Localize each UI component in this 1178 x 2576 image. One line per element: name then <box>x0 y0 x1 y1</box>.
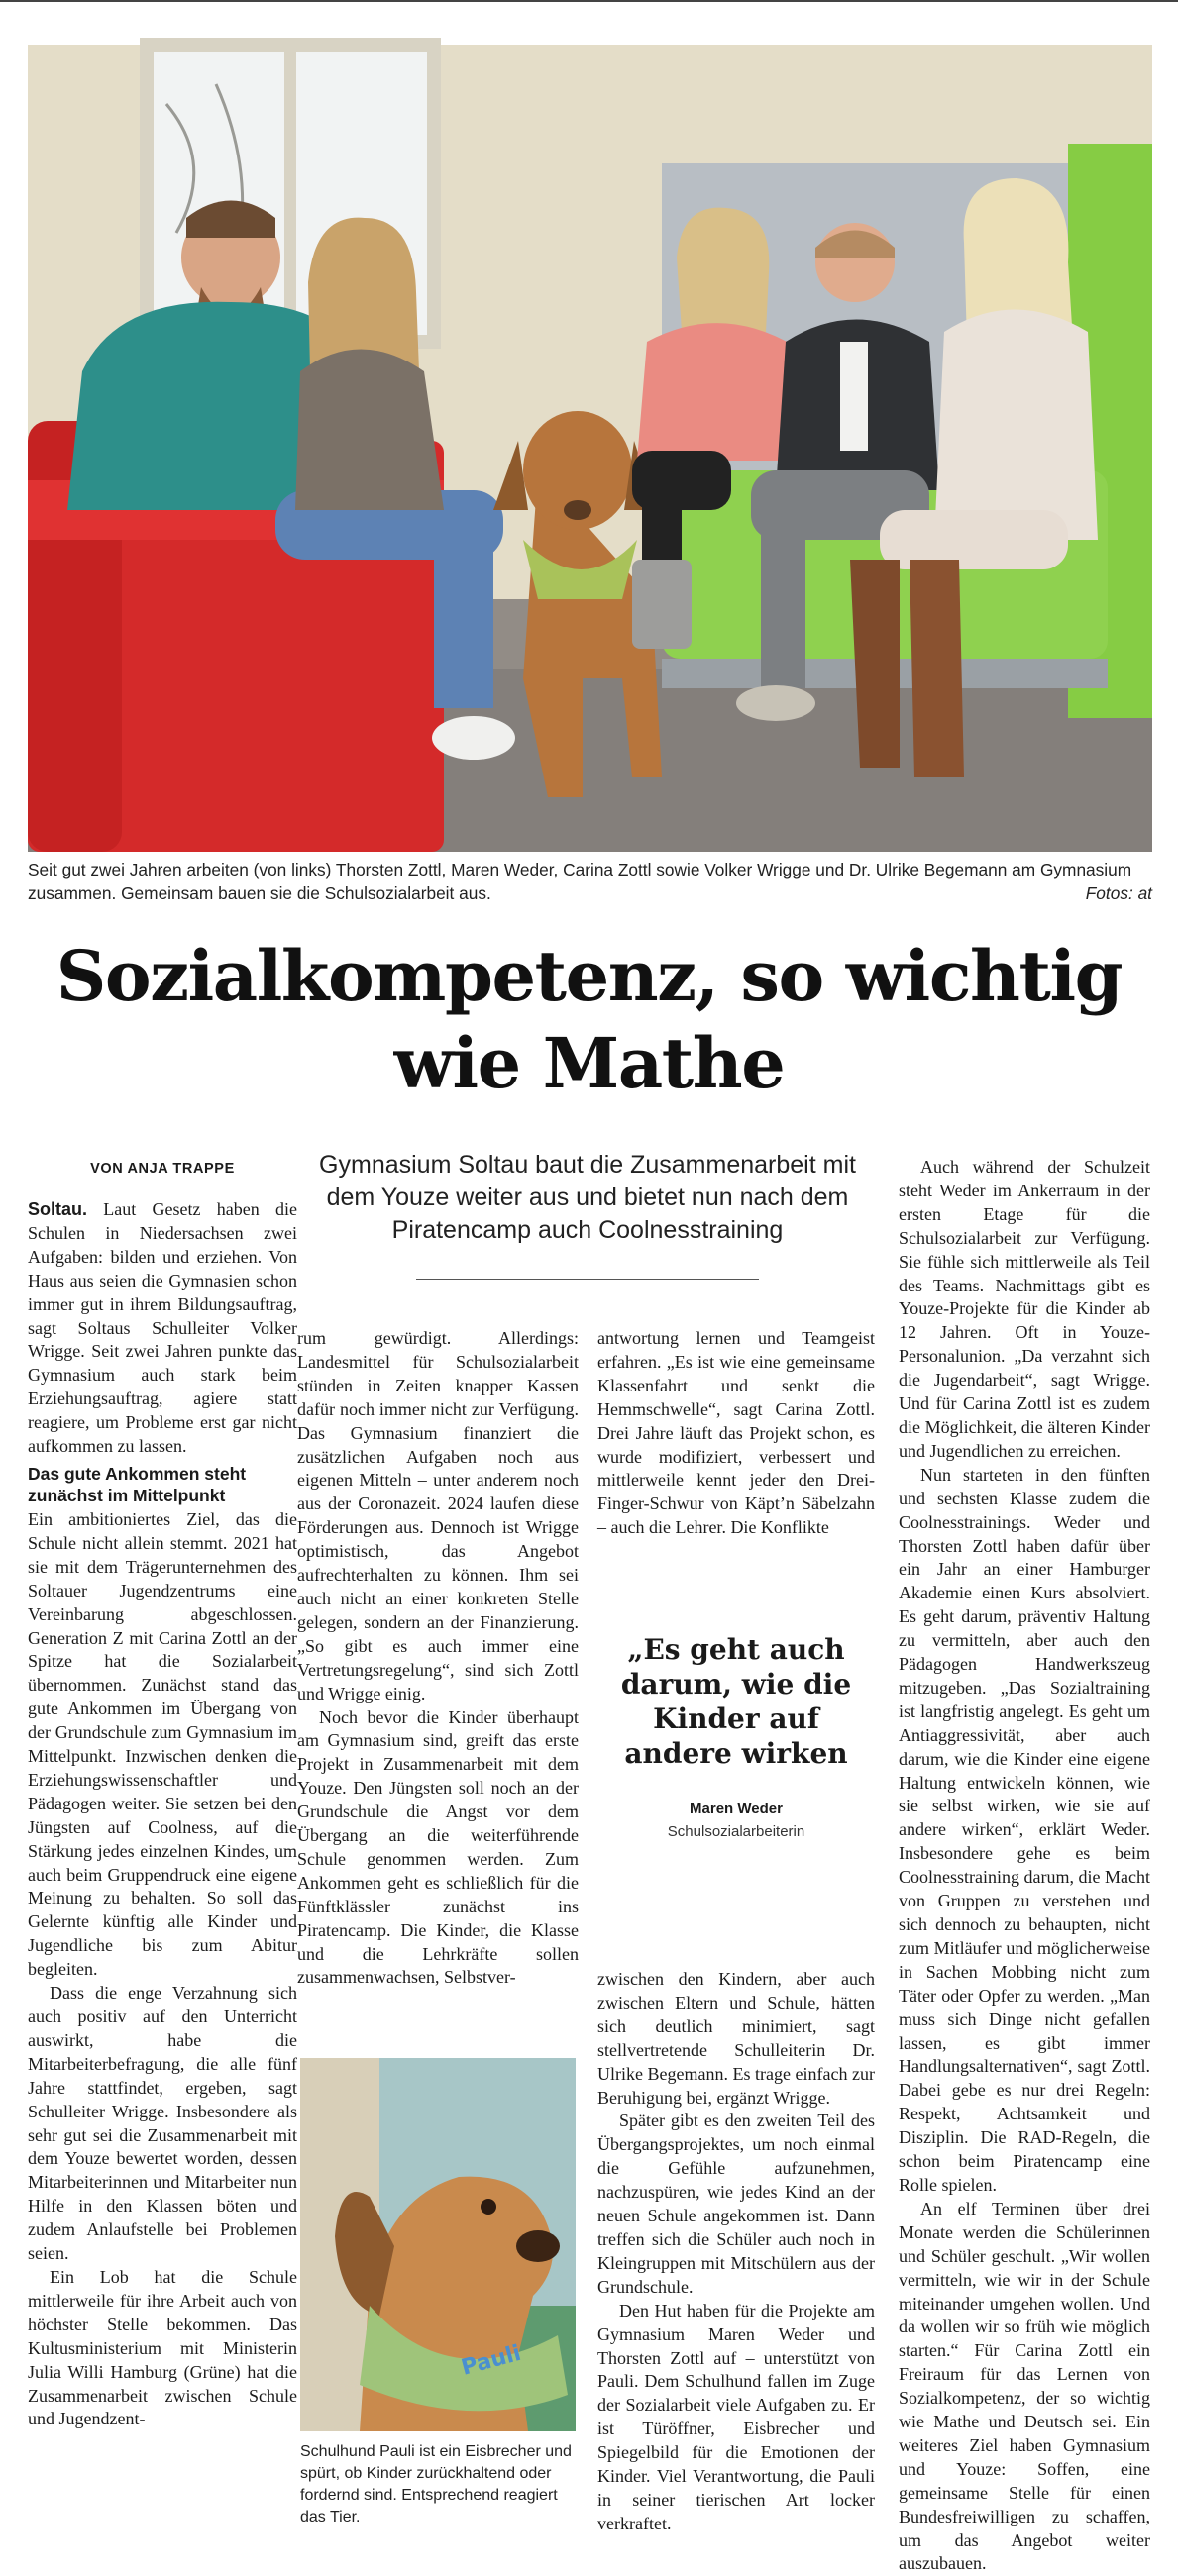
column-3 <box>597 1327 875 1540</box>
photo-credit: Fotos: at <box>1085 883 1152 903</box>
paragraph: Noch bevor die Kinder überhaupt am Gymnasium sind, greift das erste Projekt in Zusammenarbeit mit dem Youze. Den Jüngsten soll noch an der Grundschule die Angst vor dem Übergang an die weiterführende Schule genommen werden. Zum Ankommen geht es schließlich für die Fünftklässler zunächst ins Piratencamp. Die Kinder, die Klasse und die Lehrkräfte sollen zusammenwachsen, Selbstver- <box>297 1706 579 1988</box>
subhead-rule <box>416 1279 759 1280</box>
paragraph: Ein ambitioniertes Ziel, das die Schule nicht allein stemmt. 2021 hat sie mit dem Trägerunternehmen des Soltauer Jugendzentrums eine Vereinbarung abgeschlossen. Generation Z mit Carina Zottl an der Spitze hat die Sozialarbeit übernommen. Zunächst stand das gute Ankommen im Übergang von der Grundschule zum Gymnasium im Mittelpunkt. Inzwischen denken die Erziehungswissenschaftler und Pädagogen weiter. Sie setzen bei den Jüngsten auf Coolness, auf die Stärkung jedes einzelnen Kindes, um auch beim Gruppendruck eine eigene Meinung zu behalten. So soll das Gelernte künftig alle Kinder und Jugendliche bis zum Abitur begleiten. <box>28 1508 297 1980</box>
column-4 <box>899 1156 1150 2576</box>
pull-quote-author: Maren Weder <box>690 1801 783 1817</box>
group-photo-illustration <box>28 45 1152 852</box>
article-subhead: Gymnasium Soltau baut die Zusammenarbeit mit dem Youze weiter aus und bietet nun nach dem Piratencamp auch Coolnesstraining <box>319 1151 856 1244</box>
group-photo <box>28 45 1152 852</box>
pull-quote-role: Schulsozialarbeiterin <box>667 1823 805 1840</box>
column-1 <box>28 1198 297 2431</box>
intertitle: Das gute Ankommen steht zunächst im Mittelpunkt <box>28 1463 247 1505</box>
paragraph: Später gibt es den zweiten Teil des Übergangsprojektes, um noch einmal die Gefühle aufzunehmen, nachzuspüren, wie jedes Kind an der neuen Schule angekommen ist. Dann treffen sich die Schüler auch noch in Kleingruppen mit Mitschülern aus der Grundschule. <box>597 2111 875 2297</box>
pull-quote <box>597 1632 875 1840</box>
paragraph: zwischen den Kindern, aber auch zwischen Eltern und Schule, hätten sich deutlich minimiert, sagt stellvertretende Schulleiterin Dr. Ulrike Begemann. Es trage einfach zur Beruhigung bei, ergänzt Wrigge. <box>597 1969 875 2108</box>
paragraph: Ein Lob hat die Schule mittlerweile für ihre Arbeit auch von höchster Stelle bekommen. Das Kultusministerium mit Ministerin Julia Willi Hamburg (Grüne) hat die Zusammenarbeit zwischen Schule und Jugendzent- <box>28 2266 297 2429</box>
paragraph: Auch während der Schulzeit steht Weder im Ankerraum in der ersten Etage für die Schulsozialarbeit zur Verfügung. Sie fühle sich mittlerweile als Teil des Teams. Nachmittags gibt es Youze-Projekte für die Kinder ab 12 Jahren. Oft in Youze-Personalunion. „Da verzahnt sich die Jugendarbeit“, sagt Wrigge. Und für Carina Zottl ist es zudem die Möglichkeit, die älteren Kinder und Jugendlichen zu erreichen. <box>899 1157 1150 1461</box>
photo-caption <box>28 858 1152 905</box>
dog-photo <box>300 2058 576 2431</box>
pull-quote-text: „Es geht auch darum, wie die Kinder auf andere wirken <box>620 1633 852 1770</box>
paragraph: antwortung lernen und Teamgeist erfahren. „Es ist wie eine gemeinsame Klassenfahrt und senkt die Hemmschwelle“, sagt Carina Zottl. Drei Jahre läuft das Projekt schon, es wurde modifiziert, verbessert und mittlerweile kennt jeder den Drei-Finger-Schwur von Käpt’n Säbelzahn – auch die Lehrer. Die Konflikte <box>597 1328 875 1538</box>
paragraph-text: Laut Gesetz haben die Schulen in Niedersachsen zwei Aufgaben: bilden und erziehen. Von Haus aus seien die Gymnasien schon immer gut in ihrem Bildungsauftrag, sagt Soltaus Schulleiter Volker Wrigge. Seit zwei Jahren punkte das Gymnasium auch stark beim Erziehungsauftrag, agiere statt reagiere, um Probleme erst gar nicht aufkommen zu lassen. <box>28 1199 297 1457</box>
article-headline: Sozialkompetenz, so wichtig wie Mathe <box>55 935 1123 1104</box>
scarf-name: Pauli <box>459 2340 524 2381</box>
photo-caption-text: Seit gut zwei Jahren arbeiten (von links) Thorsten Zottl, Maren Weder, Carina Zottl sowie Volker Wrigge und Dr. Ulrike Begemann am Gymnasium zusammen. Gemeinsam bauen sie die Schulsozialarbeit aus. <box>28 860 1132 903</box>
column-2 <box>297 1327 579 1990</box>
dateline: Soltau. <box>28 1199 88 1219</box>
byline: VON ANJA TRAPPE <box>90 1161 235 1177</box>
column-3-continued <box>597 1968 875 2536</box>
paragraph: Nun starteten in den fünften und sechsten Klasse zudem die Coolnesstrainings. Weder und Thorsten Zottl haben dafür über ein Jahr an einer Hamburger Akademie einen Kurs absolviert. Es geht darum, präventiv Haltung zu vermitteln, aber auch den Pädagogen Handwerkszeug mitzugeben. „Das Sozialtraining ist langfristig angelegt. Es geht um Antiaggressivität, aber auch darum, wie die Kinder eine eigene Haltung entwickeln können, wie sie selbst wirken, wie sie auf andere wirken“, erklärt Weder. Insbesondere gehe es beim Coolnesstraining darum, die Macht von Gruppen zu verstehen und sich dennoch zu behaupten, nicht zum Mitläufer und möglicherweise in Sachen Mobbing nicht zum Täter oder Opfer zu werden. „Man muss sich Dinge nicht gefallen lassen, es gibt immer Handlungsalternativen“, sagt Zottl. Dabei gebe es nur drei Regeln: Respekt, Achtsamkeit und Disziplin. Die RAD-Regeln, die schon beim Piratencamp eine Rolle spielen. <box>899 1464 1150 2195</box>
paragraph: rum gewürdigt. Allerdings: Landesmittel für Schulsozialarbeit stünden in Zeiten knapper Kassen dafür noch immer nicht zur Verfügung. Das Gymnasium finanziert die zusätzlichen Aufgaben noch aus eigenen Mitteln – unter anderem noch aus der Coronazeit. 2024 laufen diese Förderungen aus. Dennoch ist Wrigge optimistisch, das Angebot aufrechterhalten zu können. Ihm sei auch nicht an einer konkreten Stelle gelegen, sondern an der Finanzierung. „So gibt es auch immer eine Vertretungsregelung“, sind sich Zottl und Wrigge einig. <box>297 1328 579 1703</box>
top-rule <box>0 0 1178 2</box>
dog-photo-illustration <box>300 2058 576 2431</box>
paragraph: Dass die enge Verzahnung sich auch positiv auf den Unterricht auswirkt, habe die Mitarbeiterbefragung, die alle fünf Jahre stattfindet, ergeben, sagt Schulleiter Wrigge. Insbesondere als sehr gut sei die Zusammenarbeit mit dem Youze bewertet worden, dessen Mitarbeiterinnen und Mitarbeiter nun Hilfe in den Klassen böten und zudem Anlaufstelle bei Problemen seien. <box>28 1983 297 2264</box>
paragraph <box>28 1198 297 1459</box>
dog-photo-caption: Schulhund Pauli ist ein Eisbrecher und spürt, ob Kinder zurückhaltend oder fordernd sind. Entsprechend reagiert das Tier. <box>300 2443 572 2525</box>
paragraph: An elf Terminen über drei Monate werden die Schülerinnen und Schüler geschult. „Wir wollen vermitteln, wie wir in der Schule miteinander umgehen wollen. Und da wollen wir so früh wie möglich starten.“ Für Carina Zottl ein Freiraum für das Lernen von Sozialkompetenz, der so wichtig wie Mathe und Deutsch sei. Ein weiteres Ziel haben Gymnasium und Youze: Soffen, eine gemeinsame Stelle für einen Bundesfreiwilligen zu schaffen, um das Angebot weiter auszubauen. <box>899 2198 1150 2574</box>
paragraph: Den Hut haben für die Projekte am Gymnasium Maren Weder und Thorsten Zottl auf – unterstützt von Pauli. Dem Schulhund fallen im Zuge der Sozialarbeit viele Aufgaben zu. Er ist Türöffner, Eisbrecher und Spiegelbild für die Emotionen der Kinder. Viel Verantwortung, die Pauli in seiner tierischen Art locker verkraftet. <box>597 2300 875 2533</box>
